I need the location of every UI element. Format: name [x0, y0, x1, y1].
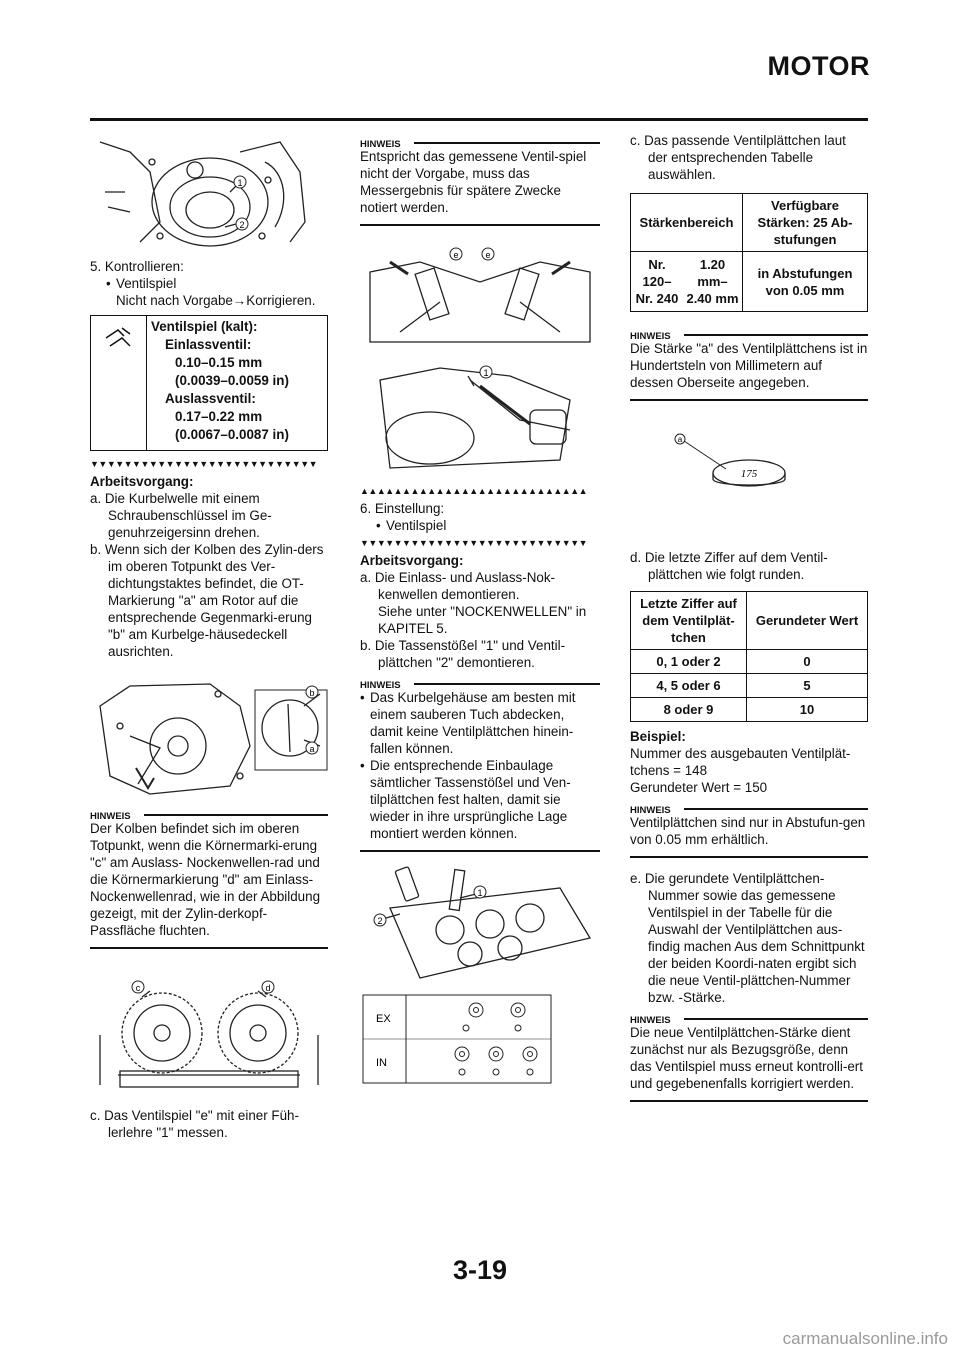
table1-steps: in Abstufungen von 0.05 mm [743, 252, 868, 312]
note-6-text: Die neue Ventilplättchen-Stärke dient zunächst nur als Bezugsgröße, denn das Ventilspiel muss erneut kontrolli-ert und gegebenenfalls korrigiert werden. [630, 1025, 863, 1091]
procedure-heading: Arbeitsvorgang: [90, 474, 194, 489]
valve-clearance-illustration [360, 242, 600, 350]
page-title: MOTOR [767, 51, 870, 81]
procedure-6-step-a-ref: Siehe unter "NOCKENWELLEN" in KAPITEL 5. [378, 604, 587, 636]
note-1-header: HINWEIS [90, 808, 328, 820]
note-3-bullet-1: • Das Kurbelgehäuse am besten mit einem sauberen Tuch abdecken, damit keine Ventilplättchen hinein-fallen können. [360, 689, 600, 757]
table-row: 0, 1 oder 2 0 [631, 650, 868, 674]
note-5-end-rule [630, 856, 868, 858]
note-1-text: Der Kolben befindet sich im oberen Totpunkt, wenn die Körnermarki-erung "c" am Auslass- Nockenwellen-rad und die Körnermarkierung "d" am Einlass- Nockenwellenrad, wie in der Abbildung gezeigt, mit der Zylin-derkopf- Passfläche fluchten. [90, 821, 321, 938]
column-3 [630, 132, 868, 1102]
table1-shim-numbers: Nr. 120– Nr. 240 [635, 257, 679, 306]
camshaft-gear-figure [90, 975, 328, 1095]
feeler-gauge-illustration [360, 360, 600, 476]
table1-header-2: Verfügbare Stärken: 25 Ab-stufungen [743, 194, 868, 252]
procedure-start-marker-2: ▼▼▼▼▼▼▼▼▼▼▼▼▼▼▼▼▼▼▼▼▼▼▼▼▼▼▼ [360, 538, 588, 548]
page-number: 3-19 [452, 1255, 508, 1285]
procedure-end-marker: ▲▲▲▲▲▲▲▲▲▲▲▲▲▲▲▲▲▲▲▲▲▲▲▲▲▲▲ [360, 486, 588, 496]
note-6-end-rule [630, 1100, 868, 1102]
engine-cover-figure [90, 132, 328, 250]
shim-illustration [630, 429, 868, 539]
step-6-bullet: • Ventilspiel [360, 517, 600, 534]
note-3-header: HINWEIS [360, 677, 600, 689]
note-4-header: HINWEIS [630, 328, 868, 340]
note-4-text: Die Stärke "a" des Ventilplättchens ist in Hundertsteln von Millimetern auf dessen Oberseite angegeben. [630, 341, 868, 390]
example-line-2: Gerundeter Wert = 150 [630, 780, 768, 795]
callout-a: a [677, 435, 683, 444]
feeler-gauge-figure [360, 360, 600, 476]
table2-header-2: Gerundeter Wert [747, 592, 868, 650]
column-2 [360, 132, 600, 1084]
lifter-shim-figure [360, 858, 600, 988]
procedure-start-marker: ▼▼▼▼▼▼▼▼▼▼▼▼▼▼▼▼▼▼▼▼▼▼▼▼▼▼▼ [90, 459, 318, 469]
note-5-header: HINWEIS [630, 802, 868, 814]
spec-title: Ventilspiel (kalt): [151, 319, 258, 334]
callout-a: a [309, 744, 315, 754]
shim-range-table [630, 193, 868, 312]
example-heading: Beispiel: [630, 729, 686, 744]
step-5-bullet: • Ventilspiel [90, 275, 328, 292]
callout-2: 2 [239, 220, 245, 230]
exhaust-label: EX [376, 1013, 391, 1025]
callout-d: d [265, 983, 271, 993]
table1-shim-thickness: 1.20 mm– 2.40 mm [686, 257, 739, 306]
note-2-header: HINWEIS [360, 136, 600, 148]
valve-layout-diagram [362, 994, 552, 1084]
spec-exhaust-mm: 0.17–0.22 mm [175, 409, 263, 424]
spec-exhaust-in: (0.0067–0.0087 in) [175, 427, 289, 442]
procedure-step-a: a. Die Kurbelwelle mit einem Schraubenschlüssel im Ge-genuhrzeigersinn drehen. [90, 491, 272, 540]
note-6-header: HINWEIS [630, 1012, 868, 1024]
table-row: 4, 5 oder 6 5 [631, 674, 868, 698]
procedure-heading-2: Arbeitsvorgang: [360, 553, 464, 568]
example-line-1: Nummer des ausgebauten Ventilplät-tchens = 148 [630, 746, 851, 778]
note-1-end-rule [90, 947, 328, 949]
table1-header-1: Stärkenbereich [631, 194, 743, 252]
callout-c: c [135, 983, 141, 993]
spec-box [90, 315, 328, 451]
table2-header-1: Letzte Ziffer auf dem Ventilplät-tchen [631, 592, 747, 650]
header-rule [90, 118, 868, 121]
procedure-step-d: d. Die letzte Ziffer auf dem Ventil-plättchen wie folgt runden. [630, 550, 828, 582]
intake-label: IN [376, 1057, 387, 1069]
procedure-step-c: c. Das Ventilspiel "e" mit einer Füh-lerlehre "1" messen. [90, 1108, 299, 1140]
rotor-mark-figure [90, 676, 328, 802]
spec-intake-in: (0.0039–0.0059 in) [175, 373, 289, 388]
note-2-end-rule [360, 224, 600, 226]
shim-number: 175 [740, 468, 758, 480]
procedure-6-step-a: a. Die Einlass- und Auslass-Nok-kenwellen demontieren. [360, 570, 555, 602]
valve-layout-figure [362, 994, 552, 1084]
callout-1: 1 [237, 178, 243, 188]
lifter-shim-illustration [360, 858, 600, 988]
column-1 [90, 132, 328, 1141]
note-4-end-rule [630, 399, 868, 401]
rotor-illustration [90, 676, 328, 802]
callout-e-right: e [485, 250, 491, 260]
note-3-bullet-2: • Die entsprechende Einbaulage sämtlicher Tassenstößel und Ven-tilplättchen fest halten, damit sie wieder in ihre ursprüngliche Lage montiert werden können. [360, 757, 600, 842]
valve-clearance-figure [360, 242, 600, 350]
feeler-gauge-icon [102, 324, 136, 356]
procedure-6-step-b: b. Die Tassenstößel "1" und Ventil-plättchen "2" demontieren. [360, 638, 566, 670]
callout-1: 1 [483, 368, 489, 378]
shim-figure [630, 429, 868, 539]
watermark: carmanualsonline.info [782, 1329, 948, 1348]
spec-intake-label: Einlassventil: [165, 337, 252, 352]
spec-exhaust-label: Auslassventil: [165, 391, 256, 406]
callout-2: 2 [377, 916, 383, 926]
procedure-step-c: c. Das passende Ventilplättchen laut der entsprechenden Tabelle auswählen. [630, 133, 846, 182]
engine-cover-illustration [90, 132, 328, 250]
procedure-step-b: b. Wenn sich der Kolben des Zylin-ders im oberen Totpunkt des Ver-dichtungstaktes befindet, die OT-Markierung "a" am Rotor auf die entsprechende Gegenmarki-erung "b" am Kurbelge-häusedeckell ausrichten. [90, 542, 324, 659]
callout-b: b [309, 688, 315, 698]
procedure-step-e: e. Die gerundete Ventilplättchen-Nummer sowie das gemessene Ventilspiel in der Tabelle für die Auswahl der Ventilplättchen aus-findig machen Aus dem Schnittpunkt der beiden Koordi-naten ergibt sich die neue Ventil-plättchen-Nummer bzw. -Stärke. [630, 871, 865, 1005]
step-5-action: Nicht nach Vorgabe→Korrigieren. [116, 293, 316, 308]
note-2-text: Entspricht das gemessene Ventil-spiel nicht der Vorgabe, muss das Messergebnis für spätere Zwecke notiert werden. [360, 149, 587, 215]
callout-e-left: e [453, 250, 459, 260]
step-5: 5. Kontrollieren: [90, 259, 184, 274]
note-3-end-rule [360, 850, 600, 852]
callout-1: 1 [477, 888, 483, 898]
camshaft-illustration [90, 975, 328, 1095]
rounding-table [630, 591, 868, 722]
spec-intake-mm: 0.10–0.15 mm [175, 355, 263, 370]
table-row: 8 oder 9 10 [631, 698, 868, 722]
note-5-text: Ventilplättchen sind nur in Abstufun-gen von 0.05 mm erhältlich. [630, 815, 866, 847]
step-6: 6. Einstellung: [360, 501, 445, 516]
